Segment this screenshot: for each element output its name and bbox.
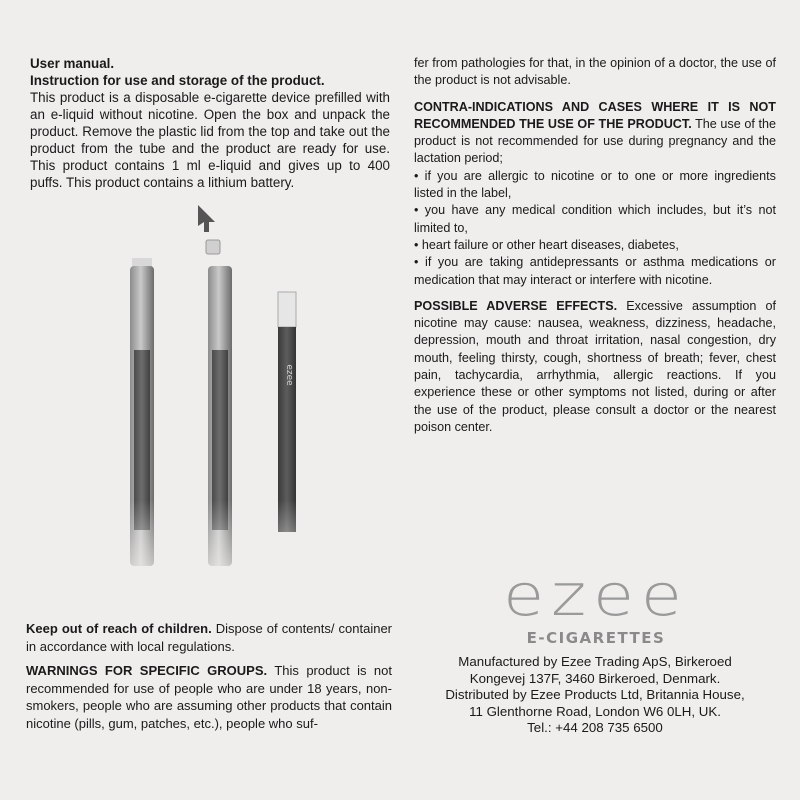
warn-heading: WARNINGS FOR SPECIFIC GROUPS. xyxy=(26,663,268,678)
manufacturer-info xyxy=(414,654,776,737)
logo-wordmark: ezee xyxy=(503,561,689,629)
adverse-heading: POSSIBLE ADVERSE EFFECTS. xyxy=(414,298,618,313)
safety-information xyxy=(414,55,776,445)
continuation-text: fer from pathologies for that, in the opinion of a doctor, the use of the product is not advisable. xyxy=(414,56,776,88)
maker-line: 11 Glenthorne Road, London W6 0LH, UK. xyxy=(469,703,721,719)
maker-line: Kongevej 137F, 3460 Birkeroed, Denmark. xyxy=(469,670,721,686)
usage-instructions xyxy=(30,55,390,191)
contra-intro: The use of the product is not recommended for use during pregnancy and the lactation period; xyxy=(414,116,776,166)
keep-heading: Keep out of reach of children. xyxy=(26,621,212,636)
manual-title: User manual. xyxy=(30,56,115,71)
contra-heading: CONTRA-INDICATIONS AND CASES WHERE IT IS NOT RECOMMENDED THE USE OF THE PRODUCT. xyxy=(414,99,776,131)
list-item: • if you are allergic to nicotine or to one or more ingredients listed in the label, xyxy=(414,168,776,203)
brand-logo xyxy=(486,561,706,647)
list-item: • heart failure or other heart diseases, diabetes, xyxy=(414,237,776,254)
adverse-text: Excessive assumption of nicotine may cause: nausea, weakness, dizziness, headache, depression, mouth and throat irritation, nasal congestion, dry mouth, feeling thirsty, cough, shortness of breath; fever, chest pain, tachycardia, arrhythmia, allergic reactions. If you experience these or other symptoms not listed, during or after the use of the product, please consult a doctor or the nearest poison center. xyxy=(414,298,777,434)
warn-text: This product is not recommended for use of people who are under 18 years, non-smokers, people who are assuming other products that contain nicotine (pills, gum, patches, etc.), people who suf- xyxy=(26,663,393,731)
manual-subtitle: Instruction for use and storage of the product. xyxy=(30,73,325,88)
manual-body: This product is a disposable e-cigarette device prefilled with an e-liquid without nicotine. Open the box and unpack the product. Remove the plastic lid from the top and take out the product from the tube and the product are ready for use. This product contains 1 ml e-liquid and gives up to 400 puffs. This product contains a lithium battery. xyxy=(30,90,390,190)
maker-line: Distributed by Ezee Products Ltd, Britannia House, xyxy=(445,687,745,702)
list-item: • you have any medical condition which includes, but it’s not limited to, xyxy=(414,202,776,237)
device-ecigarette xyxy=(278,292,296,532)
arrow-up-icon xyxy=(198,205,215,232)
keep-text: Dispose of contents/ container in accordance with local regulations. xyxy=(26,621,393,654)
list-item: • if you are taking antidepressants or asthma medications or medication that may interact or interfere with nicotine. xyxy=(414,254,776,289)
logo-tagline: E-CIGARETTES xyxy=(526,629,666,647)
maker-line: Manufactured by Ezee Trading ApS, Birkeroed xyxy=(458,654,732,669)
svg-text:ezee: ezee xyxy=(284,364,294,386)
warnings xyxy=(26,620,392,739)
device-cap xyxy=(206,240,220,254)
contra-list xyxy=(414,168,776,289)
maker-phone: Tel.: +44 208 735 6500 xyxy=(527,720,663,735)
product-illustration xyxy=(120,200,320,600)
